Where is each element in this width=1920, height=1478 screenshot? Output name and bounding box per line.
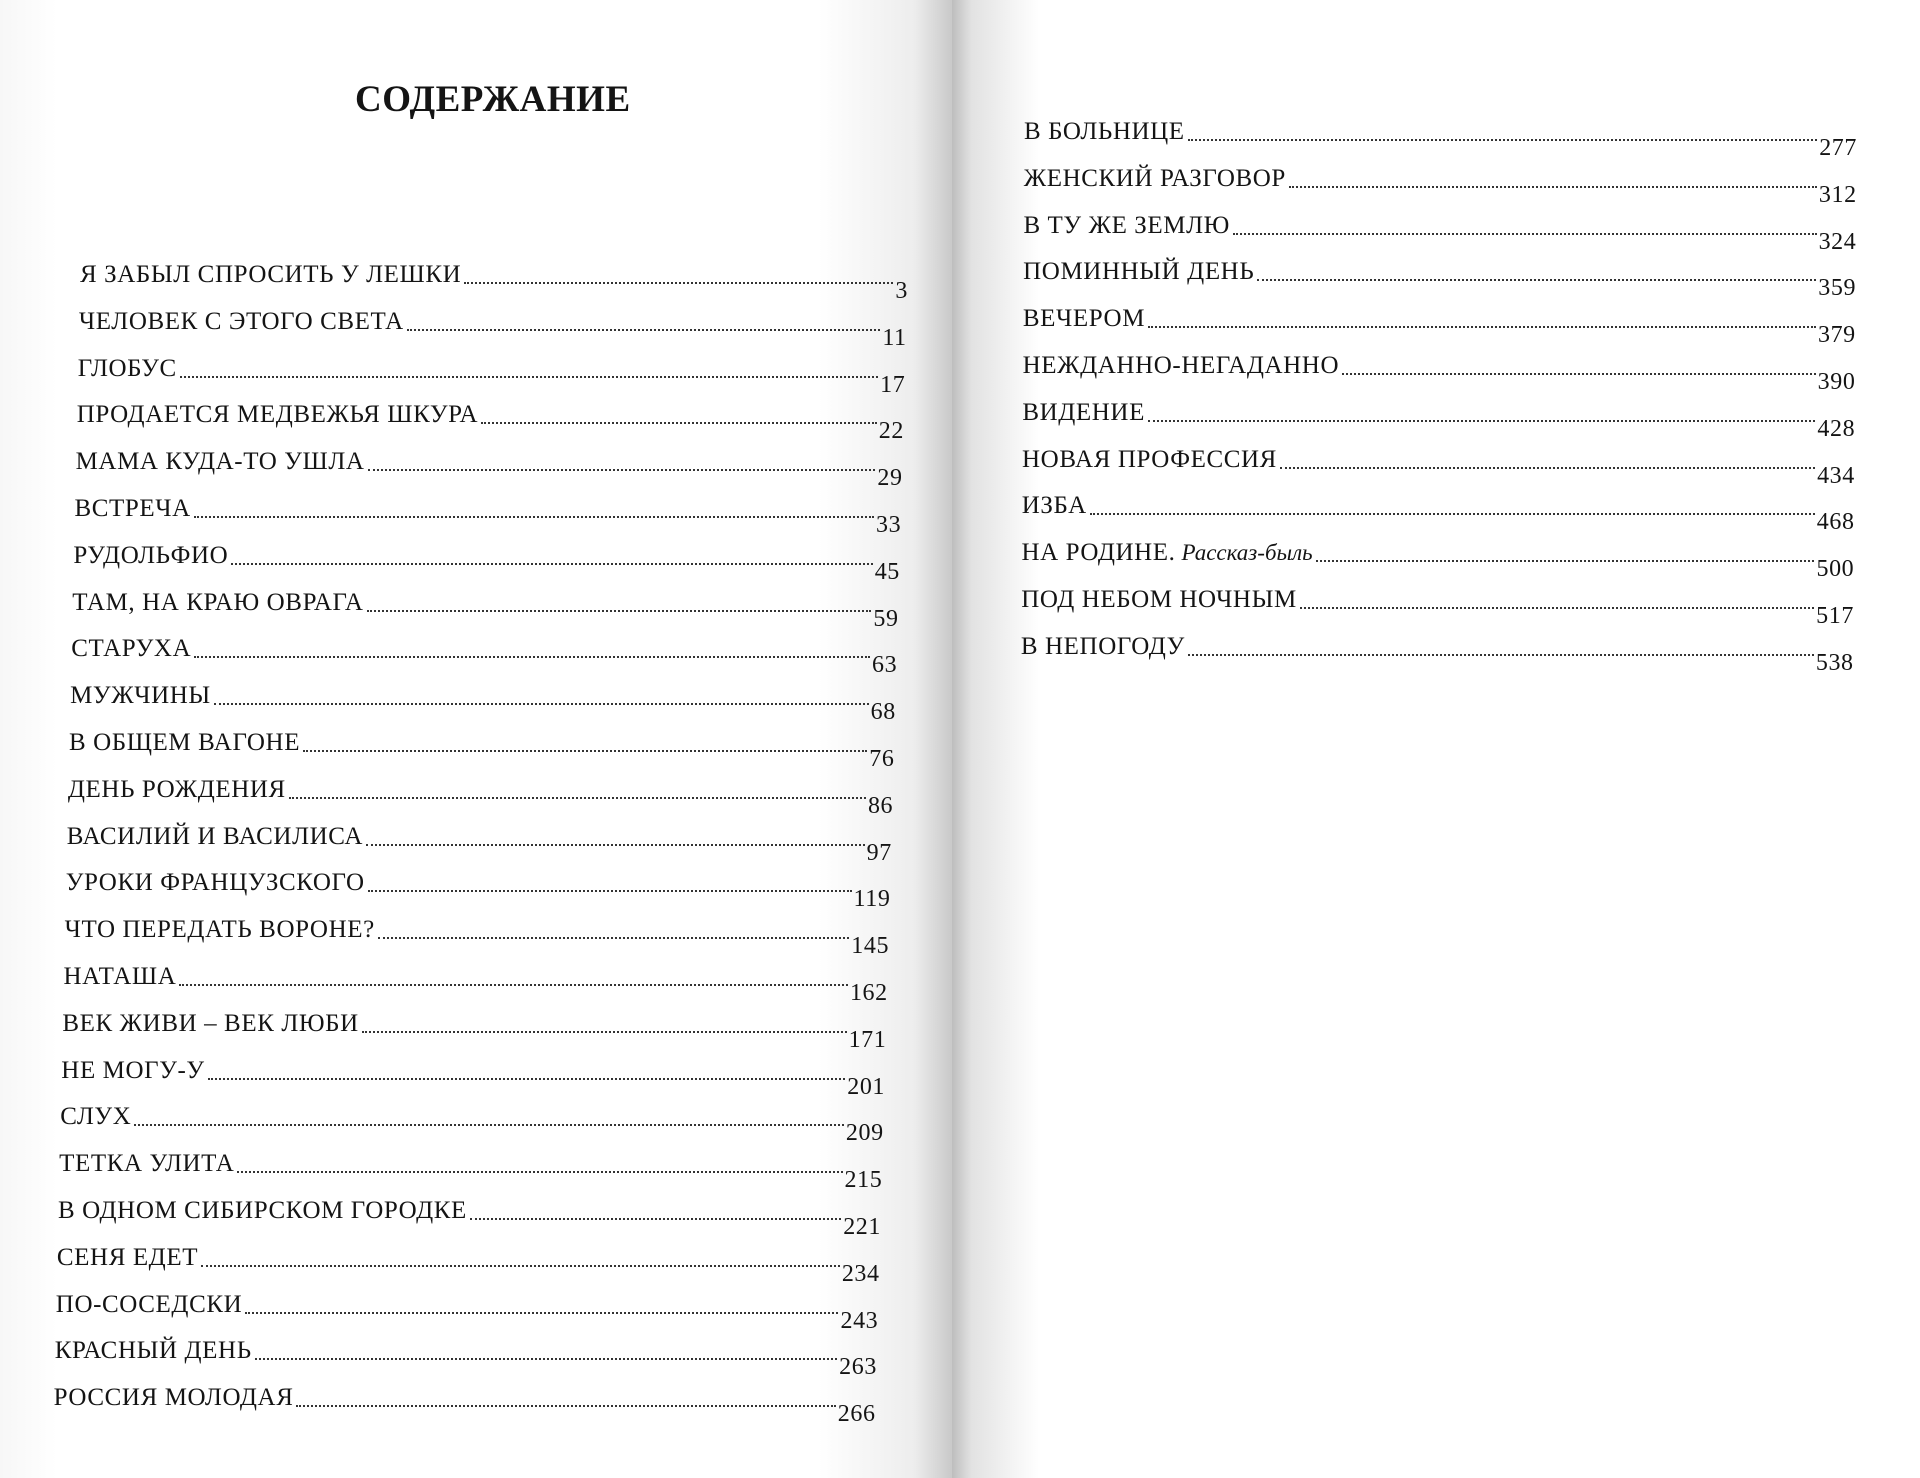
entry-title-text: ЖЕНСКИЙ РАЗГОВОР bbox=[1023, 164, 1286, 192]
entry-page-number: 22 bbox=[878, 418, 904, 445]
entry-page-number: 201 bbox=[847, 1073, 886, 1100]
toc-entry bbox=[59, 1137, 883, 1194]
toc-entry bbox=[1023, 245, 1857, 302]
toc-entry bbox=[80, 248, 908, 304]
dot-leader bbox=[201, 1265, 840, 1267]
toc-entry bbox=[1022, 292, 1856, 349]
entry-title-text: РОССИЯ МОЛОДАЯ bbox=[53, 1384, 294, 1412]
entry-title bbox=[58, 1198, 467, 1224]
toc-entry bbox=[65, 856, 891, 913]
entry-page-number: 379 bbox=[1817, 322, 1856, 349]
entry-page-number: 59 bbox=[873, 605, 899, 632]
dot-leader bbox=[407, 329, 881, 331]
toc-entry bbox=[75, 435, 903, 492]
entry-title bbox=[70, 683, 211, 709]
dot-leader bbox=[237, 1171, 842, 1173]
entry-title bbox=[73, 543, 228, 569]
entry-title-text: ДЕНЬ РОЖДЕНИЯ bbox=[67, 775, 286, 803]
entry-title bbox=[76, 449, 365, 475]
entry-title-text: ВАСИЛИЙ И ВАСИЛИСА bbox=[66, 822, 363, 850]
toc-entry bbox=[53, 1371, 876, 1428]
dot-leader bbox=[180, 376, 878, 378]
toc-entry bbox=[1021, 479, 1855, 536]
toc-entry bbox=[55, 1278, 879, 1334]
toc-entry bbox=[60, 1090, 884, 1147]
entry-title-text: ЧЕЛОВЕК С ЭТОГО СВЕТА bbox=[78, 307, 404, 335]
entry-title bbox=[1021, 634, 1185, 660]
entry-title bbox=[1022, 400, 1145, 426]
entry-title bbox=[1023, 306, 1145, 332]
entry-title-text: ВЕК ЖИВИ – ВЕК ЛЮБИ bbox=[62, 1009, 359, 1037]
entry-title bbox=[64, 964, 177, 990]
entry-title-text: В ОДНОМ СИБИРСКОМ ГОРОДКЕ bbox=[58, 1197, 467, 1224]
dot-leader bbox=[1233, 233, 1817, 235]
toc-entry bbox=[61, 1044, 886, 1100]
toc-entry bbox=[76, 388, 904, 445]
entry-page-number: 538 bbox=[1815, 649, 1854, 676]
entry-title bbox=[69, 730, 300, 756]
dot-leader bbox=[367, 610, 872, 612]
toc-entry bbox=[67, 763, 894, 819]
toc-entry bbox=[72, 576, 899, 632]
dot-leader bbox=[1188, 654, 1814, 656]
entry-title-text: ТАМ, НА КРАЮ ОВРАГА bbox=[72, 588, 364, 616]
entry-title-text: В НЕПОГОДУ bbox=[1020, 632, 1185, 660]
entry-title bbox=[55, 1338, 252, 1364]
dot-leader bbox=[1342, 373, 1816, 375]
entry-title-text: НЕЖДАННО-НЕГАДАННО bbox=[1022, 352, 1340, 379]
entry-title bbox=[71, 636, 191, 662]
toc-entry bbox=[77, 342, 906, 398]
contents-heading: СОДЕРЖАНИЕ bbox=[355, 79, 631, 120]
toc-entry bbox=[1021, 573, 1854, 629]
entry-page-number: 263 bbox=[839, 1354, 877, 1381]
dot-leader bbox=[1257, 279, 1816, 281]
entry-title-text: КРАСНЫЙ ДЕНЬ bbox=[54, 1337, 252, 1365]
toc-entry bbox=[71, 622, 898, 679]
toc-entry bbox=[66, 810, 892, 866]
entry-page-number: 500 bbox=[1816, 556, 1855, 583]
toc-entry bbox=[73, 529, 900, 585]
entry-title bbox=[54, 1385, 294, 1411]
entry-page-number: 45 bbox=[874, 558, 900, 585]
dot-leader bbox=[470, 1218, 841, 1220]
entry-title bbox=[62, 1011, 358, 1037]
toc-entry bbox=[64, 903, 890, 960]
entry-title bbox=[61, 1058, 204, 1084]
entry-title-text: МУЖЧИНЫ bbox=[70, 682, 211, 710]
entry-page-number: 390 bbox=[1817, 369, 1856, 395]
toc-entry bbox=[1022, 386, 1856, 442]
entry-title-text: В ОБЩЕМ ВАГОНЕ bbox=[69, 729, 301, 756]
entry-page-number: 68 bbox=[870, 699, 896, 726]
entry-page-number: 266 bbox=[837, 1401, 876, 1428]
dot-leader bbox=[362, 1031, 847, 1033]
dot-leader bbox=[378, 937, 849, 939]
entry-title bbox=[59, 1151, 234, 1177]
dot-leader bbox=[368, 890, 852, 892]
toc-entry bbox=[54, 1324, 877, 1381]
entry-page-number: 33 bbox=[876, 512, 902, 538]
dot-leader bbox=[1148, 420, 1815, 422]
dot-leader bbox=[481, 422, 877, 424]
dot-leader bbox=[194, 656, 870, 658]
entry-page-number: 29 bbox=[877, 465, 903, 492]
entry-title bbox=[60, 1104, 131, 1130]
entry-page-number: 434 bbox=[1817, 462, 1855, 489]
entry-page-number: 215 bbox=[844, 1167, 883, 1194]
entry-page-number: 209 bbox=[845, 1120, 884, 1147]
entry-page-number: 11 bbox=[882, 324, 907, 351]
entry-title bbox=[56, 1292, 242, 1318]
dot-leader bbox=[1316, 560, 1815, 562]
entry-title bbox=[80, 262, 461, 288]
entry-title bbox=[78, 356, 177, 382]
entry-title bbox=[1021, 540, 1312, 566]
entry-title-text: НЕ МОГУ-У bbox=[61, 1056, 205, 1084]
dot-leader bbox=[1300, 607, 1814, 609]
entry-title-text: ВЕЧЕРОМ bbox=[1022, 305, 1146, 333]
toc-entry bbox=[1022, 433, 1855, 489]
entry-page-number: 468 bbox=[1816, 509, 1855, 536]
entry-title bbox=[67, 824, 363, 850]
entry-page-number: 243 bbox=[840, 1307, 879, 1334]
dot-leader bbox=[1280, 467, 1815, 469]
dot-leader bbox=[214, 703, 869, 705]
entry-title-text: УРОКИ ФРАНЦУЗСКОГО bbox=[65, 869, 365, 897]
toc-entry bbox=[1023, 199, 1857, 255]
dot-leader bbox=[303, 750, 867, 752]
entry-title bbox=[57, 1245, 198, 1271]
entry-title bbox=[65, 917, 375, 943]
entry-title bbox=[1023, 353, 1340, 379]
dot-leader bbox=[289, 797, 866, 799]
entry-title bbox=[1021, 587, 1297, 613]
entry-page-number: 3 bbox=[895, 278, 908, 304]
dot-leader bbox=[368, 469, 876, 471]
entry-title-text: В БОЛЬНИЦЕ bbox=[1024, 118, 1185, 145]
dot-leader bbox=[179, 984, 848, 986]
entry-title-text: НОВАЯ ПРОФЕССИЯ bbox=[1022, 445, 1277, 473]
entry-title bbox=[1024, 166, 1286, 192]
entry-title-text: ПО-СОСЕДСКИ bbox=[55, 1290, 243, 1318]
entry-title-text: МАМА КУДА-ТО УШЛА bbox=[75, 448, 365, 476]
entry-page-number: 517 bbox=[1816, 603, 1854, 629]
entry-page-number: 97 bbox=[866, 839, 892, 866]
entry-page-number: 86 bbox=[867, 792, 894, 819]
dot-leader bbox=[1289, 186, 1817, 188]
entry-page-number: 221 bbox=[843, 1214, 881, 1240]
entry-title bbox=[79, 309, 404, 335]
entry-title-text: ИЗБА bbox=[1021, 492, 1087, 520]
entry-subtitle: Рассказ-быль bbox=[1181, 540, 1313, 566]
toc-entry bbox=[62, 997, 887, 1053]
toc-entry bbox=[58, 1184, 881, 1240]
entry-page-number: 324 bbox=[1818, 228, 1857, 255]
dot-leader bbox=[231, 563, 872, 565]
toc-entry bbox=[1022, 339, 1856, 395]
entry-title-text: НАТАША bbox=[63, 963, 177, 990]
left-page bbox=[0, 0, 952, 1478]
entry-title bbox=[72, 590, 363, 616]
entry-page-number: 17 bbox=[880, 371, 906, 398]
entry-title-text: СЛУХ bbox=[60, 1103, 132, 1131]
entry-title bbox=[75, 496, 191, 522]
entry-page-number: 312 bbox=[1818, 181, 1857, 208]
entry-title bbox=[1022, 493, 1087, 519]
toc-entry bbox=[1021, 526, 1855, 583]
dot-leader bbox=[366, 844, 865, 846]
dot-leader bbox=[134, 1124, 844, 1126]
toc-entry bbox=[78, 295, 907, 351]
entry-title-text: ТЕТКА УЛИТА bbox=[59, 1150, 235, 1178]
dot-leader bbox=[1188, 139, 1818, 141]
toc-entry bbox=[74, 482, 902, 538]
entry-title-text: СТАРУХА bbox=[71, 635, 192, 663]
entry-title-text: В ТУ ЖЕ ЗЕМЛЮ bbox=[1023, 211, 1230, 239]
toc-entry bbox=[1020, 620, 1854, 676]
entry-title bbox=[66, 870, 365, 896]
dot-leader bbox=[208, 1078, 846, 1080]
entry-title bbox=[1023, 213, 1230, 239]
right-page bbox=[952, 0, 1920, 1478]
entry-page-number: 277 bbox=[1819, 135, 1857, 161]
toc-entry bbox=[56, 1231, 880, 1287]
entry-title-text: ПРОДАЕТСЯ МЕДВЕЖЬЯ ШКУРА bbox=[76, 401, 479, 429]
dot-leader bbox=[1090, 513, 1815, 515]
entry-title-text: РУДОЛЬФИО bbox=[73, 541, 229, 569]
entry-page-number: 359 bbox=[1818, 275, 1857, 302]
entry-page-number: 76 bbox=[869, 746, 895, 772]
entry-title-text: ВИДЕНИЕ bbox=[1022, 398, 1145, 426]
entry-title-text: ВСТРЕЧА bbox=[74, 495, 191, 522]
toc-entry bbox=[1024, 105, 1857, 161]
entry-title-text: Я ЗАБЫЛ СПРОСИТЬ У ЛЕШКИ bbox=[80, 261, 462, 288]
entry-title-text: ПОМИННЫЙ ДЕНЬ bbox=[1023, 258, 1255, 286]
entry-title-text: ГЛОБУС bbox=[77, 354, 177, 382]
dot-leader bbox=[1148, 326, 1816, 328]
entry-page-number: 162 bbox=[849, 980, 888, 1006]
entry-page-number: 171 bbox=[848, 1026, 887, 1053]
entry-title-text: НА РОДИНЕ. bbox=[1021, 539, 1176, 567]
entry-title-text: СЕНЯ ЕДЕТ bbox=[56, 1243, 199, 1271]
entry-page-number: 234 bbox=[841, 1260, 880, 1287]
dot-leader bbox=[194, 516, 874, 518]
dot-leader bbox=[296, 1405, 835, 1407]
toc-entry bbox=[70, 669, 896, 726]
entry-page-number: 119 bbox=[853, 886, 891, 913]
entry-title bbox=[1022, 447, 1277, 473]
entry-title bbox=[68, 777, 286, 803]
entry-title bbox=[77, 402, 478, 428]
toc-entry bbox=[63, 950, 888, 1006]
entry-title bbox=[1023, 259, 1254, 285]
toc-entry bbox=[1023, 152, 1857, 208]
entry-page-number: 145 bbox=[851, 933, 890, 960]
entry-title-text: ЧТО ПЕРЕДАТЬ ВОРОНЕ? bbox=[64, 916, 375, 944]
entry-page-number: 63 bbox=[871, 652, 898, 679]
entry-page-number: 428 bbox=[1817, 415, 1856, 442]
dot-leader bbox=[245, 1312, 838, 1314]
dot-leader bbox=[255, 1358, 837, 1360]
dot-leader bbox=[464, 282, 893, 284]
toc-entry bbox=[69, 716, 895, 772]
entry-title bbox=[1024, 119, 1185, 145]
entry-title-text: ПОД НЕБОМ НОЧНЫМ bbox=[1021, 586, 1297, 613]
